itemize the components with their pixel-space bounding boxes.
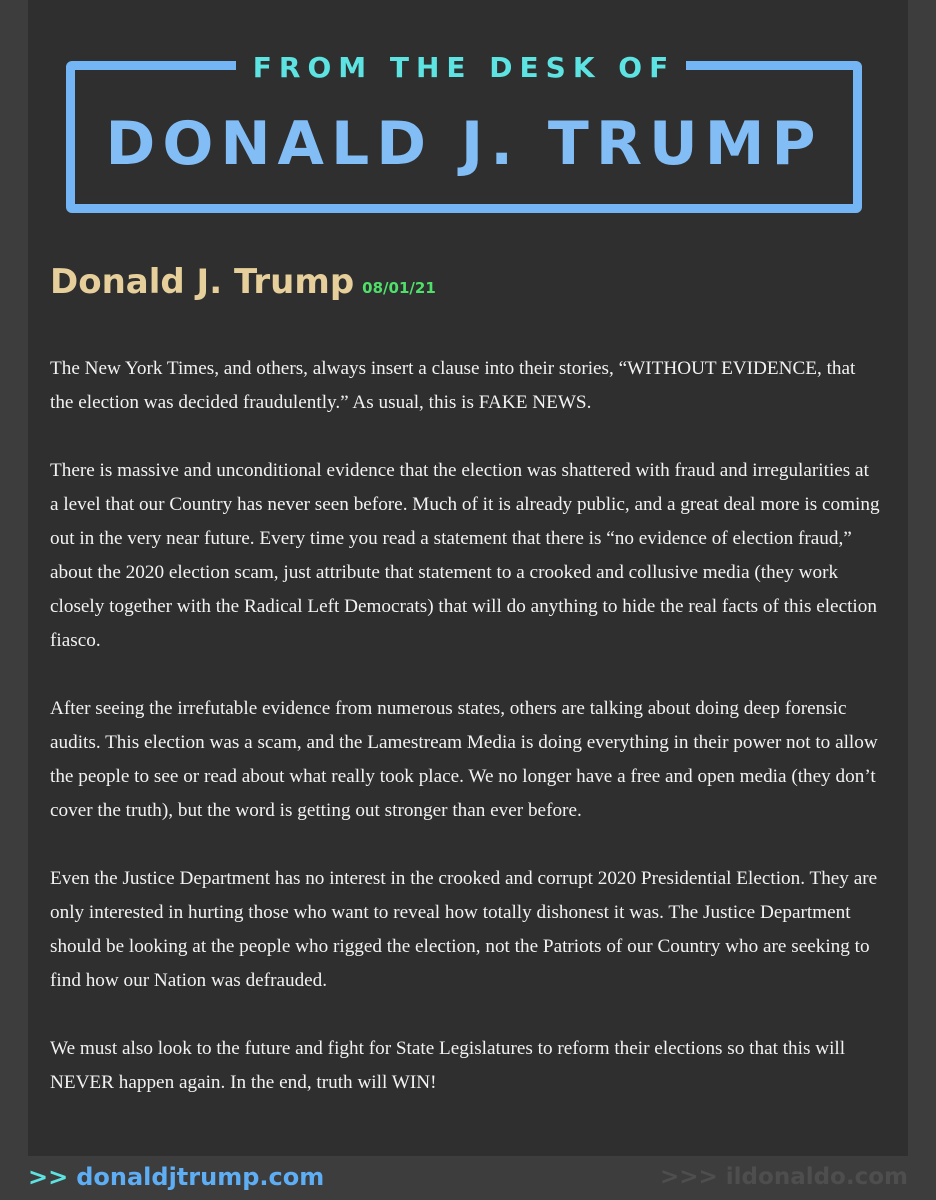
footer-left-site: donaldjtrump.com [76,1163,325,1191]
statement-body [50,352,880,1134]
byline-date: 08/01/21 [362,279,436,297]
paragraph: The New York Times, and others, always insert a clause into their stories, “WITHOUT EVIDENCE, that the election was decided fraudulently.” As usual, this is FAKE NEWS. [50,358,856,413]
paragraph: After seeing the irrefutable evidence from numerous states, others are talking about doing deep forensic audits. This election was a scam, and the Lamestream Media is doing everything in their power not to allow the people to see or read about what really took place. We no longer have a free and open media (they don’t cover the truth), but the word is getting out stronger than ever before. [50,698,878,821]
paragraph: We must also look to the future and fight for State Legislatures to reform their elections so that this will NEVER happen again. In the end, truth will WIN! [50,1038,846,1093]
footer-site-link[interactable] [28,1160,324,1194]
footer-watermark [660,1160,908,1194]
footer-right-site: ildonaldo.com [725,1164,908,1190]
paragraph: There is massive and unconditional evidence that the election was shattered with fraud and irregularities at a level that our Country has never seen before. Much of it is already public, and a great deal more is coming out in the very near future. Every time you read a statement that there is “no evidence of election fraud,” about the 2020 election scam, just attribute that statement to a crooked and collusive media (they work closely together with the Radical Left Democrats) that will do anything to hide the real facts of this election fiasco. [50,460,880,651]
byline-author: Donald J. Trump [50,262,355,302]
letterhead-name: DONALD J. TRUMP [105,109,823,179]
footer-right-arrows: >>> [659,1164,718,1190]
footer-left-arrows: >> [28,1163,69,1191]
paragraph: Even the Justice Department has no interest in the crooked and corrupt 2020 Presidential Election. They are only interested in hurting those who want to reveal how totally dishonest it was. The Justice Department should be looking at the people who rigged the election, not the Patriots of our Country who are seeking to find how our Nation was defrauded. [50,868,878,991]
byline [50,262,436,302]
letterhead-top-line: FROM THE DESK OF [252,51,676,84]
